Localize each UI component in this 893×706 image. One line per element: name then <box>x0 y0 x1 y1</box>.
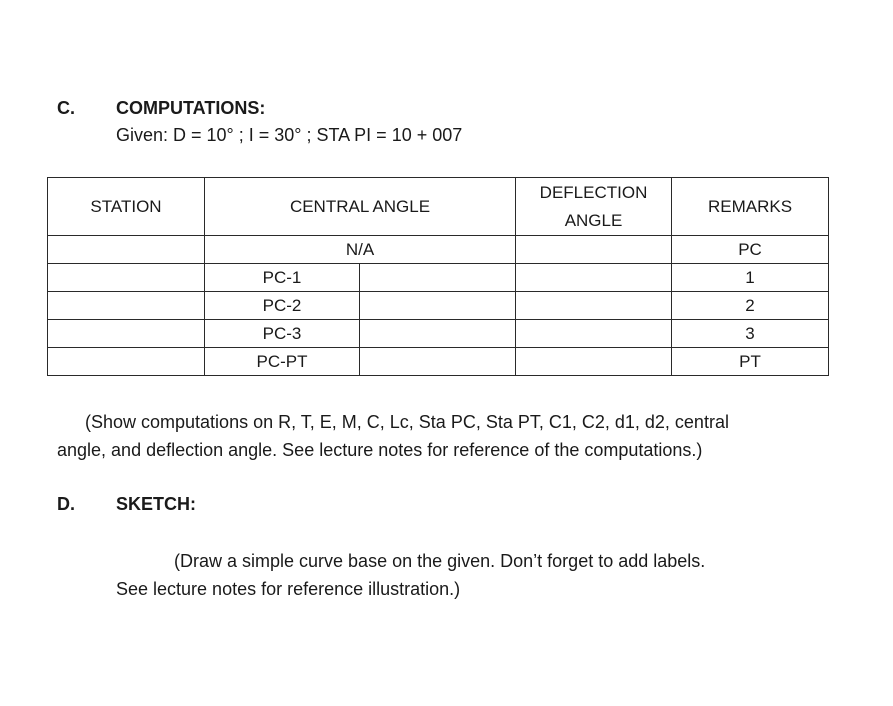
central-angle-label: PC-PT <box>205 348 360 376</box>
sketch-note-line2: See lecture notes for reference illustration.) <box>116 579 461 599</box>
header-remarks: REMARKS <box>672 178 829 236</box>
header-central-angle: CENTRAL ANGLE <box>205 178 516 236</box>
central-angle-value-cell[interactable] <box>360 320 516 348</box>
computation-table <box>47 177 829 376</box>
section-d-title: SKETCH: <box>116 494 196 514</box>
remarks-cell: 1 <box>672 264 829 292</box>
deflection-angle-cell[interactable] <box>516 264 672 292</box>
central-angle-value-cell[interactable] <box>360 292 516 320</box>
station-cell[interactable] <box>48 264 205 292</box>
sketch-note-line1: (Draw a simple curve base on the given. Don’t forget to add labels. <box>174 551 706 571</box>
table-row <box>48 264 829 292</box>
central-angle-label: PC-2 <box>205 292 360 320</box>
remarks-cell: PT <box>672 348 829 376</box>
header-deflection-line2: ANGLE <box>564 210 623 230</box>
computation-note-line2: angle, and deflection angle. See lecture notes for reference of the computations.) <box>57 440 703 460</box>
section-c-title: COMPUTATIONS: <box>116 98 266 118</box>
remarks-cell: PC <box>672 236 829 264</box>
station-cell[interactable] <box>48 236 205 264</box>
computation-note-line1: (Show computations on R, T, E, M, C, Lc, Sta PC, Sta PT, C1, C2, d1, d2, central <box>85 412 729 432</box>
table-row <box>48 320 829 348</box>
header-deflection-line1: DEFLECTION <box>539 182 648 202</box>
deflection-angle-cell[interactable] <box>516 320 672 348</box>
section-d-letter: D. <box>57 494 75 514</box>
central-angle-value-cell[interactable] <box>360 348 516 376</box>
station-cell[interactable] <box>48 348 205 376</box>
central-angle-value-cell[interactable] <box>360 264 516 292</box>
station-cell[interactable] <box>48 292 205 320</box>
central-angle-cell: N/A <box>205 236 516 264</box>
central-angle-label: PC-1 <box>205 264 360 292</box>
header-station: STATION <box>48 178 205 236</box>
table-header-row <box>48 178 829 236</box>
table-row <box>48 348 829 376</box>
deflection-angle-cell[interactable] <box>516 236 672 264</box>
table-row <box>48 292 829 320</box>
deflection-angle-cell[interactable] <box>516 292 672 320</box>
table-row-pc <box>48 236 829 264</box>
deflection-angle-cell[interactable] <box>516 348 672 376</box>
central-angle-label: PC-3 <box>205 320 360 348</box>
station-cell[interactable] <box>48 320 205 348</box>
header-deflection-angle <box>516 178 672 236</box>
given-values: Given: D = 10° ; I = 30° ; STA PI = 10 + 007 <box>116 125 463 145</box>
remarks-cell: 2 <box>672 292 829 320</box>
section-c-letter: C. <box>57 98 75 118</box>
remarks-cell: 3 <box>672 320 829 348</box>
